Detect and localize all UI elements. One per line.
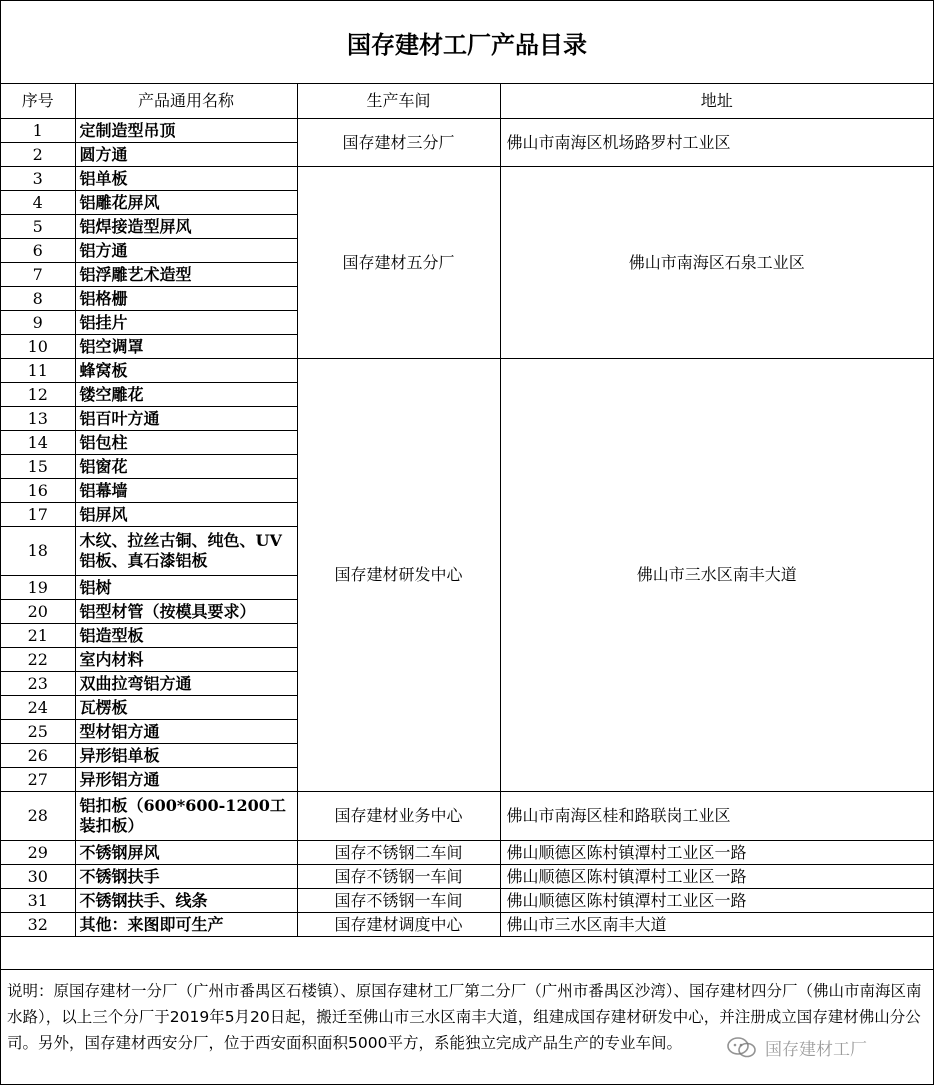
product-name: 铝扣板（600*600-1200工装扣板） <box>75 792 297 841</box>
row-number: 3 <box>1 167 75 191</box>
row-number: 5 <box>1 215 75 239</box>
row-number: 29 <box>1 841 75 865</box>
table-row <box>1 119 933 143</box>
product-name: 铝雕花屏风 <box>75 191 297 215</box>
product-name: 不锈钢扶手、线条 <box>75 889 297 913</box>
product-name: 铝窗花 <box>75 455 297 479</box>
table-row <box>1 792 933 841</box>
address-cell: 佛山顺德区陈村镇潭村工业区一路 <box>500 841 933 865</box>
chat-bubbles-icon <box>727 1036 757 1060</box>
product-name: 双曲拉弯铝方通 <box>75 672 297 696</box>
table-row <box>1 359 933 383</box>
workshop-cell: 国存建材业务中心 <box>297 792 500 841</box>
product-name: 铝空调罩 <box>75 335 297 359</box>
row-number: 4 <box>1 191 75 215</box>
row-number: 20 <box>1 600 75 624</box>
product-name: 铝型材管（按模具要求） <box>75 600 297 624</box>
page-title: 国存建材工厂产品目录 <box>1 1 933 84</box>
product-name: 木纹、拉丝古铜、纯色、UV铝板、真石漆铝板 <box>75 527 297 576</box>
product-name: 圆方通 <box>75 143 297 167</box>
row-number: 21 <box>1 624 75 648</box>
product-name: 不锈钢扶手 <box>75 865 297 889</box>
row-number: 10 <box>1 335 75 359</box>
workshop-cell: 国存建材研发中心 <box>297 359 500 792</box>
header-row <box>1 84 933 119</box>
product-name: 瓦楞板 <box>75 696 297 720</box>
product-name: 蜂窝板 <box>75 359 297 383</box>
table-row <box>1 865 933 889</box>
row-number: 27 <box>1 768 75 792</box>
row-number: 31 <box>1 889 75 913</box>
product-name: 铝幕墙 <box>75 479 297 503</box>
product-name: 铝单板 <box>75 167 297 191</box>
address-cell: 佛山市南海区机场路罗村工业区 <box>500 119 933 167</box>
footnote: 说明：原国存建材一分厂（广州市番禺区石楼镇）、原国存建材工厂第二分厂（广州市番禺区沙湾）、国存建材四分厂（佛山市南海区南水路），以上三个分厂于2019年5月20日起，搬迁至佛山市三水区南丰大道，组建成国存建材研发中心，并注册成立国存建材佛山分公司。另外，国存建材西安分厂，位于西安面积面积5000平方，系能独立完成产品生产的专业车间。 <box>1 969 933 1056</box>
product-name: 型材铝方通 <box>75 720 297 744</box>
row-number: 24 <box>1 696 75 720</box>
row-number: 1 <box>1 119 75 143</box>
product-name: 铝挂片 <box>75 311 297 335</box>
table-row <box>1 889 933 913</box>
row-number: 28 <box>1 792 75 841</box>
address-cell: 佛山市南海区石泉工业区 <box>500 167 933 359</box>
address-cell: 佛山市三水区南丰大道 <box>500 913 933 937</box>
product-name: 异形铝单板 <box>75 744 297 768</box>
row-number: 16 <box>1 479 75 503</box>
address-cell: 佛山市三水区南丰大道 <box>500 359 933 792</box>
workshop-cell: 国存不锈钢一车间 <box>297 889 500 913</box>
product-name: 铝焊接造型屏风 <box>75 215 297 239</box>
product-name: 铝树 <box>75 576 297 600</box>
row-number: 30 <box>1 865 75 889</box>
row-number: 23 <box>1 672 75 696</box>
workshop-cell: 国存建材调度中心 <box>297 913 500 937</box>
row-number: 22 <box>1 648 75 672</box>
row-number: 19 <box>1 576 75 600</box>
header-name: 产品通用名称 <box>75 84 297 119</box>
product-name: 铝屏风 <box>75 503 297 527</box>
product-table <box>1 84 933 937</box>
product-name: 铝格栅 <box>75 287 297 311</box>
product-name: 铝浮雕艺术造型 <box>75 263 297 287</box>
row-number: 32 <box>1 913 75 937</box>
row-number: 9 <box>1 311 75 335</box>
row-number: 26 <box>1 744 75 768</box>
product-name: 其他：来图即可生产 <box>75 913 297 937</box>
row-number: 12 <box>1 383 75 407</box>
workshop-cell: 国存建材三分厂 <box>297 119 500 167</box>
product-name: 不锈钢屏风 <box>75 841 297 865</box>
workshop-cell: 国存建材五分厂 <box>297 167 500 359</box>
row-number: 25 <box>1 720 75 744</box>
product-name: 异形铝方通 <box>75 768 297 792</box>
product-name: 镂空雕花 <box>75 383 297 407</box>
header-no: 序号 <box>1 84 75 119</box>
table-row <box>1 167 933 191</box>
row-number: 13 <box>1 407 75 431</box>
row-number: 11 <box>1 359 75 383</box>
row-number: 6 <box>1 239 75 263</box>
address-cell: 佛山顺德区陈村镇潭村工业区一路 <box>500 889 933 913</box>
row-number: 2 <box>1 143 75 167</box>
workshop-cell: 国存不锈钢二车间 <box>297 841 500 865</box>
header-workshop: 生产车间 <box>297 84 500 119</box>
workshop-cell: 国存不锈钢一车间 <box>297 865 500 889</box>
watermark <box>727 1035 867 1060</box>
row-number: 15 <box>1 455 75 479</box>
row-number: 7 <box>1 263 75 287</box>
product-name: 定制造型吊顶 <box>75 119 297 143</box>
table-row <box>1 841 933 865</box>
row-number: 17 <box>1 503 75 527</box>
product-name: 铝造型板 <box>75 624 297 648</box>
address-cell: 佛山市南海区桂和路联岗工业区 <box>500 792 933 841</box>
row-number: 14 <box>1 431 75 455</box>
product-name: 铝方通 <box>75 239 297 263</box>
row-number: 18 <box>1 527 75 576</box>
header-address: 地址 <box>500 84 933 119</box>
watermark-text: 国存建材工厂 <box>765 1040 867 1060</box>
product-rows <box>1 119 933 937</box>
table-row <box>1 913 933 937</box>
product-name: 室内材料 <box>75 648 297 672</box>
address-cell: 佛山顺德区陈村镇潭村工业区一路 <box>500 865 933 889</box>
product-name: 铝包柱 <box>75 431 297 455</box>
row-number: 8 <box>1 287 75 311</box>
product-name: 铝百叶方通 <box>75 407 297 431</box>
